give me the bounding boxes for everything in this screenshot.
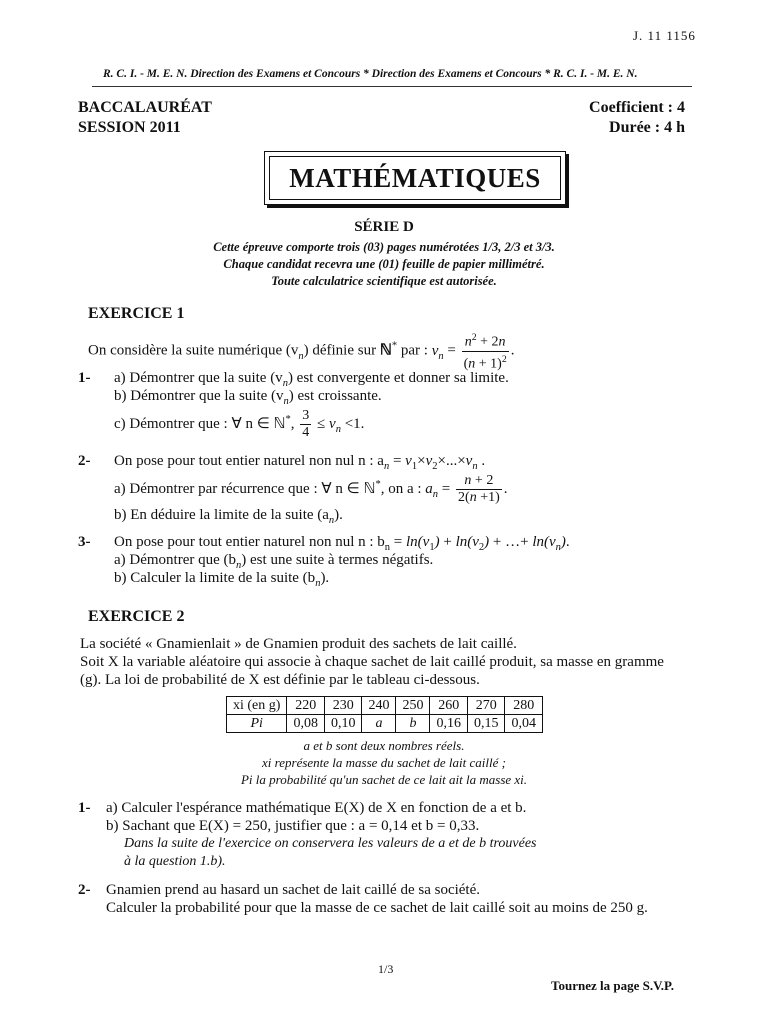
table-cell: 0,08 [287,715,325,733]
table-cell: 0,04 [505,715,543,733]
ex2-q1a: a) Calculer l'espérance mathématique E(X) de X en fonction de a et b. [106,800,527,816]
table-cell: a [362,715,396,733]
ex1-q2-text: On pose pour tout entier naturel non nul n : a [114,453,384,469]
intro-line-1: Cette épreuve comporte trois (03) pages numérotées 1/3, 2/3 et 3/3. [213,240,555,254]
turn-page-note: Tournez la page S.V.P. [551,978,675,993]
table-cell: 280 [505,697,543,715]
ministry-header: R. C. I. - M. E. N. Direction des Examens et Concours * Direction des Examens et Concours * R. C. I. - M. E. N. [103,68,638,80]
table-cell: 220 [287,697,325,715]
table-cell: 0,10 [324,715,362,733]
table-caption-2: xi représente la masse du sachet de lait caillé ; [262,755,506,770]
table-row [227,715,543,733]
page-title: MATHÉMATIQUES [269,156,561,200]
ex1-q1c-text: c) Démontrer que : ∀ n ∈ ℕ [114,415,286,432]
ex1-q1b-text: b) Démontrer que la suite (v [114,388,284,404]
ex1-q3b-text: b) Calculer la limite de la suite (b [114,570,316,586]
probability-table-wrapper [226,696,543,733]
table-cell: 270 [467,697,505,715]
table-cell: 260 [430,697,468,715]
table-cell: 0,16 [430,715,468,733]
duration: Durée : 4 h [609,119,685,136]
table-row [227,697,543,715]
header-rule [92,86,692,87]
ex2-q2b: Calculer la probabilité pour que la masse de ce sachet de lait caillé soit au moins de 250 g. [106,900,648,916]
ex2-paragraph-3: (g). La loi de probabilité de X est définie par le tableau ci-dessous. [80,672,480,688]
intro-line-3: Toute calculatrice scientifique est autorisée. [271,274,497,288]
an-fraction: $\frac{n + 2}{2(n +1)}$ [458,473,500,505]
ex1-statement: On considère la suite numérique $(v_n)$ définie sur ℕ* par : $v_n$ = $\frac{n^2 + 2n}{(n + 1)^2}$ . [88,332,515,372]
coefficient: Coefficient : 4 [589,99,685,116]
ex1-q1a-text: a) Démontrer que la suite (v [114,370,283,386]
exercise-2-title: EXERCICE 2 [88,608,185,625]
ex1-q2b: b) En déduire la limite de la suite $(a_n)$. [114,507,343,526]
vn-fraction: $\frac{n^2 + 2n}{(n + 1)^2}$ [463,332,507,372]
title-box [264,151,566,205]
ex2-note-2: à la question 1.b). [124,854,226,869]
table-header-xi: xi (en g) [227,697,287,715]
ex2-paragraph-2: Soit X la variable aléatoire qui associe à chaque sachet de lait caillé produit, sa masse en gramme [80,654,664,670]
ex1-q1a: a) Démontrer que la suite $(v_n)$ est convergente et donner sa limite. [114,370,509,389]
table-cell: 250 [396,697,430,715]
exam-session: SESSION 2011 [78,119,181,136]
ex2-q2a: Gnamien prend au hasard un sachet de lait caillé de sa société. [106,882,481,898]
serie-label: SÉRIE D [354,219,414,235]
three-quarters-fraction: $\frac{3}{4}$ [302,408,310,440]
ex1-q2a: a) Démontrer par récurrence que : ∀ n ∈ ℕ*, on a : $a_n$ = $\frac{n + 2}{2(n +1)}$ . [114,473,508,505]
ex1-q1b: b) Démontrer que la suite $(v_n)$ est croissante. [114,388,382,407]
table-cell: b [396,715,430,733]
ex2-paragraph-1: La société « Gnamienlait » de Gnamien produit des sachets de lait caillé. [80,636,517,652]
ex2-q1b: b) Sachant que E(X) = 250, justifier que : a = 0,14 et b = 0,33. [106,818,480,834]
ex1-q3b: b) Calculer la limite de la suite $(b_n)$. [114,570,330,589]
ex2-q1-number: 1- [78,800,91,816]
document-reference: J. 11 1156 [633,28,696,43]
table-caption-1: a et b sont deux nombres réels. [303,738,465,753]
exercise-1-title: EXERCICE 1 [88,305,185,322]
ex2-note-1: Dans la suite de l'exercice on conservera les valeurs de a et de b trouvées [124,836,537,851]
ex2-q2-number: 2- [78,882,91,898]
ex1-q2-number: 2- [78,453,91,469]
ex1-q2: On pose pour tout entier naturel non nul n : $a_n = v_1\times v_2\times...\times v_n$ . [114,453,486,472]
ex1-q3a: a) Démontrer que $(b_n)$ est une suite à termes négatifs. [114,552,434,571]
ex1-q3a-text: a) Démontrer que (b [114,552,237,568]
page-number: 1/3 [378,962,394,976]
ex1-q3: On pose pour tout entier naturel non nul n : $b_n = \ln(v_1) + \ln(v_2)$ + …+ $\ln(v_n)$. [114,534,570,553]
exam-meta [589,98,685,138]
ex1-q1c: c) Démontrer que : ∀ n ∈ ℕ*, $\frac{3}{4}$ ≤ $v_n <1$. [114,408,365,440]
table-header-pi: Pi [227,715,287,733]
table-cell: 240 [362,697,396,715]
exam-info [78,98,212,138]
ex1-statement-text: On considère la suite numérique (v [88,342,299,359]
ex1-q2a-text: a) Démontrer par récurrence que : ∀ n ∈ ℕ [114,480,376,497]
ex1-q3-number: 3- [78,534,91,550]
table-cell: 230 [324,697,362,715]
table-cell: 0,15 [467,715,505,733]
intro-text [0,239,768,290]
ex1-q1-number: 1- [78,370,91,386]
table-caption-3: Pi la probabilité qu'un sachet de ce lait ait la masse xi. [240,772,528,787]
ex1-q3-text: On pose pour tout entier naturel non nul n : b [114,534,385,550]
probability-table [226,696,543,733]
intro-line-2: Chaque candidat recevra une (01) feuille de papier millimétré. [223,257,545,271]
exam-name: BACCALAURÉAT [78,99,212,116]
ex1-q2b-text: b) En déduire la limite de la suite (a [114,507,329,523]
